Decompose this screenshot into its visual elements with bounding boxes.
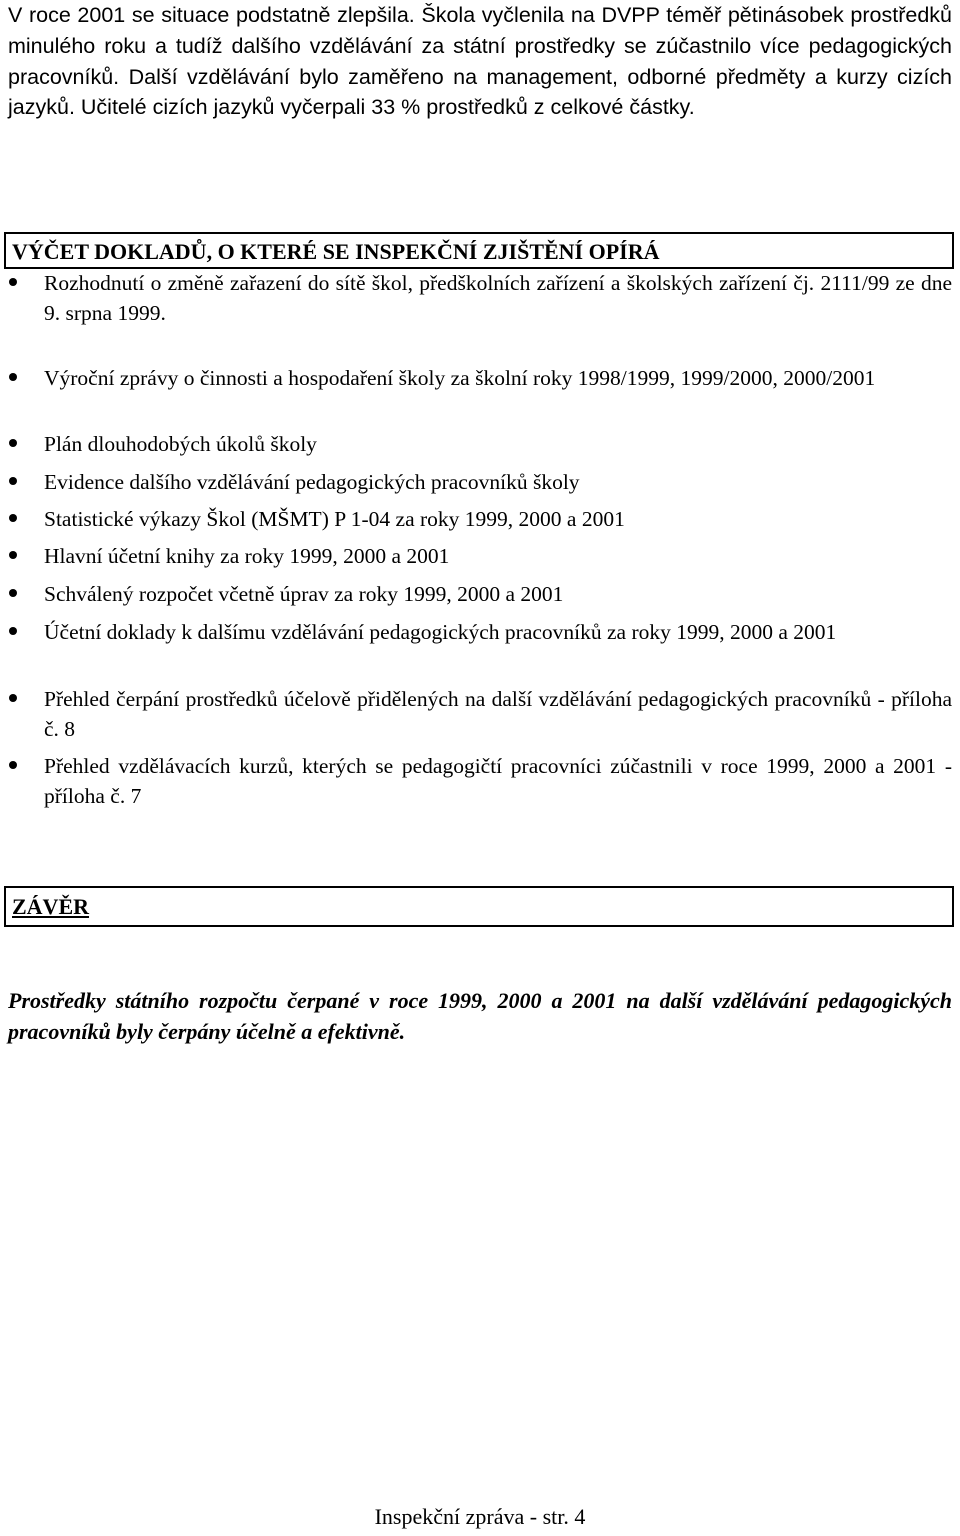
conclusion-text: Prostředky státního rozpočtu čerpané v roce 1999, 2000 a 2001 na další vzdělávání pedagogických pracovníků byly čerpány účelně a efektivně. [8, 988, 952, 1044]
documents-heading-box [4, 232, 954, 269]
list-item [44, 684, 952, 744]
list-item-text: Hlavní účetní knihy za roky 1999, 2000 a 2001 [44, 544, 450, 568]
list-item [44, 541, 952, 571]
bullet-icon [9, 551, 17, 559]
conclusion-heading-box [4, 886, 954, 927]
bullet-icon [9, 477, 17, 485]
list-item-text: Přehled vzdělávacích kurzů, kterých se pedagogičtí pracovníci zúčastnili v roce 1999, 2000 a 2001 - příloha č. 7 [44, 754, 952, 808]
list-item-text: Účetní doklady k dalšímu vzdělávání pedagogických pracovníků za roky 1999, 2000 a 2001 [44, 620, 837, 644]
list-item-text: Plán dlouhodobých úkolů školy [44, 432, 317, 456]
list-item [44, 617, 952, 647]
bullet-icon [9, 373, 17, 381]
bullet-icon [9, 761, 17, 769]
list-item [44, 467, 952, 497]
bullet-icon [9, 439, 17, 447]
page-footer [0, 1503, 960, 1531]
list-item [44, 504, 952, 534]
list-item-text: Rozhodnutí o změně zařazení do sítě škol, předškolních zařízení a školských zařízení čj. 2111/99 ze dne 9. srpna 1999. [44, 271, 952, 325]
bullet-icon [9, 627, 17, 635]
list-item [44, 268, 952, 328]
list-item [44, 363, 952, 393]
list-item [44, 579, 952, 609]
list-item [44, 751, 952, 811]
list-item-text: Statistické výkazy Škol (MŠMT) P 1-04 za roky 1999, 2000 a 2001 [44, 507, 625, 531]
bullet-icon [9, 278, 17, 286]
footer-text: Inspekční zpráva - str. 4 [374, 1504, 586, 1529]
conclusion-heading: ZÁVĚR [12, 894, 90, 919]
bullet-icon [9, 694, 17, 702]
list-item-text: Schválený rozpočet včetně úprav za roky 1999, 2000 a 2001 [44, 582, 564, 606]
list-item-text: Přehled čerpání prostředků účelově přidělených na další vzdělávání pedagogických pracovníků - příloha č. 8 [44, 687, 952, 741]
list-item-text: Evidence dalšího vzdělávání pedagogických pracovníků školy [44, 470, 580, 494]
bullet-icon [9, 589, 17, 597]
documents-heading: VÝČET DOKLADŮ, O KTERÉ SE INSPEKČNÍ ZJIŠTĚNÍ OPÍRÁ [12, 239, 660, 264]
list-item-text: Výroční zprávy o činnosti a hospodaření školy za školní roky 1998/1999, 1999/2000, 2000/2001 [44, 366, 876, 390]
intro-paragraph: V roce 2001 se situace podstatně zlepšila. Škola vyčlenila na DVPP téměř pětinásobek prostředků minulého roku a tudíž dalšího vzdělávání za státní prostředky se zúčastnilo více pedagogických pracovníků. Další vzdělávání bylo zaměřeno na management, odborné předměty a kurzy cizích jazyků. Učitelé cizích jazyků vyčerpali 33 % prostředků z celkové částky. [8, 3, 952, 120]
list-item [44, 429, 952, 459]
bullet-icon [9, 514, 17, 522]
